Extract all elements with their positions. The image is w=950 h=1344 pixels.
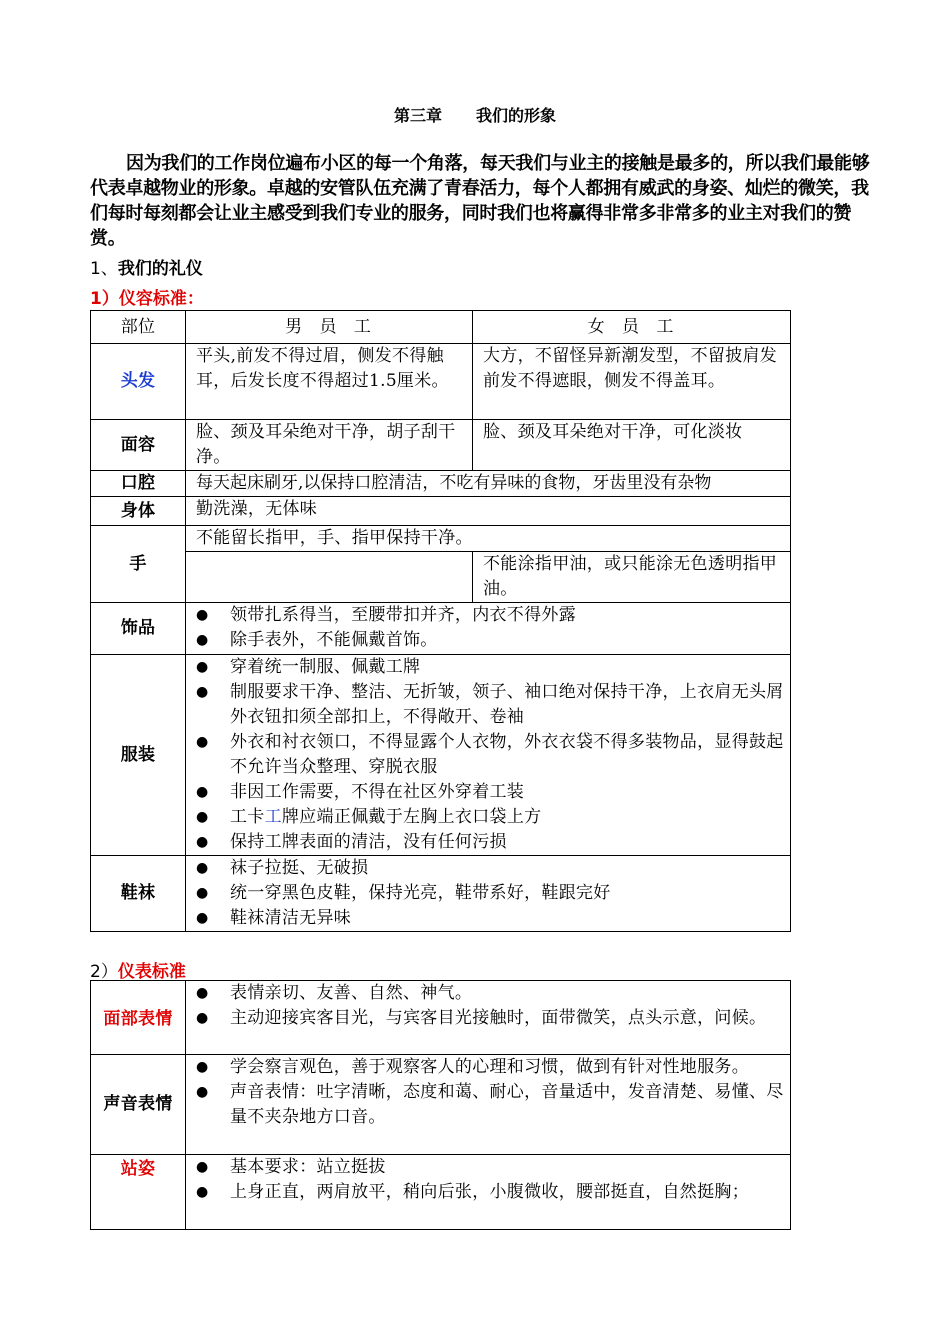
list-item: ● 保持工牌表面的清洁，没有任何污损 <box>196 830 784 855</box>
sub2-text: 仪表标准 <box>117 962 186 982</box>
shoes-cell <box>186 856 791 932</box>
label-face-expression: 面部表情 <box>91 981 186 1055</box>
subheading-grooming: 1）仪容标准： <box>90 289 204 309</box>
subheading-appearance <box>90 957 186 982</box>
grooming-table <box>90 310 791 932</box>
list-item: ● 领带扎系得当，至腰带扣并齐，内衣不得外露 <box>196 603 784 628</box>
standing-cell <box>186 1155 791 1230</box>
list-item: ● 非因工作需要，不得在社区外穿着工装 <box>196 780 784 805</box>
list-item: ● 基本要求：站立挺拔 <box>196 1155 784 1180</box>
list-item-text: 牌应端正佩戴于左胸上衣口袋上方 <box>281 807 542 827</box>
list-item: ● 制服要求干净、整洁、无折皱，领子、袖口绝对保持干净，上衣肩无头屑外衣钮扣须全部扣上，不得敞开、卷袖 <box>196 680 784 730</box>
section-heading-etiquette <box>90 254 203 279</box>
chapter-number: 第三章 <box>393 106 442 125</box>
voice-cell <box>186 1055 791 1155</box>
row-hair <box>91 344 791 420</box>
row-face-expression <box>91 981 791 1055</box>
list-item: ● 表情亲切、友善、自然、神气。 <box>196 981 784 1006</box>
hand-common: 不能留长指甲，手、指甲保持干净。 <box>186 526 791 552</box>
header-part: 部位 <box>91 311 186 344</box>
face-female: 脸、颈及耳朵绝对干净，可化淡妆 <box>473 420 791 471</box>
label-clothing: 服装 <box>91 655 186 856</box>
label-hair: 头发 <box>91 344 186 420</box>
list-item-text-blue: 工 <box>264 807 282 827</box>
appearance-table <box>90 980 791 1230</box>
body-text: 勤洗澡，无体味 <box>186 497 791 526</box>
list-item: ● 袜子拉挺、无破损 <box>196 856 784 881</box>
label-hand: 手 <box>91 526 186 603</box>
list-item: ● 统一穿黑色皮鞋，保持光亮，鞋带系好，鞋跟完好 <box>196 881 784 906</box>
hair-female-line2: 前发不得遮眼，侧发不得盖耳。 <box>483 371 726 391</box>
list-item: ● 外衣和衬衣领口，不得显露个人衣物，外衣衣袋不得多装物品，显得鼓起不允许当众整理、穿脱衣服 <box>196 730 784 780</box>
label-voice: 声音表情 <box>91 1055 186 1155</box>
hair-female <box>473 344 791 420</box>
section-title: 我们的礼仪 <box>117 259 203 279</box>
row-jewelry <box>91 603 791 655</box>
row-standing <box>91 1155 791 1230</box>
mouth-text: 每天起床刷牙,以保持口腔清洁，不吃有异味的食物，牙齿里没有杂物 <box>186 471 791 497</box>
row-hand-common <box>91 526 791 552</box>
list-item <box>196 805 784 830</box>
row-mouth <box>91 471 791 497</box>
intro-paragraph: 因为我们的工作岗位遍布小区的每一个角落，每天我们与业主的接触是最多的，所以我们最能够代表卓越物业的形象。卓越的安管队伍充满了青春活力，每个人都拥有威武的身姿、灿烂的微笑，我们每时每刻都会让业主感受到我们专业的服务，同时我们也将赢得非常多非常多的业主对我们的赞赏。 <box>90 153 870 249</box>
list-item: ● 主动迎接宾客目光，与宾客目光接触时，面带微笑，点头示意，问候。 <box>196 1006 784 1031</box>
row-face <box>91 420 791 471</box>
face-expression-cell <box>186 981 791 1055</box>
header-male: 男 员 工 <box>186 311 473 344</box>
sub2-prefix: 2） <box>90 962 118 982</box>
label-mouth: 口腔 <box>91 471 186 497</box>
row-hand-female <box>91 552 791 603</box>
label-face: 面容 <box>91 420 186 471</box>
list-item: ● 鞋袜清洁无异味 <box>196 906 784 931</box>
hand-female: 不能涂指甲油，或只能涂无色透明指甲油。 <box>473 552 791 603</box>
hair-female-line1: 大方，不留怪异新潮发型，不留披肩发 <box>483 346 778 366</box>
list-item: ● 穿着统一制服、佩戴工牌 <box>196 655 784 680</box>
list-item: ● 除手表外，不能佩戴首饰。 <box>196 628 784 653</box>
list-item-text: 工卡 <box>230 807 265 827</box>
hand-male-empty <box>186 552 473 603</box>
jewelry-cell <box>186 603 791 655</box>
section-number: 1、 <box>90 259 118 279</box>
row-voice <box>91 1055 791 1155</box>
list-item: ● 学会察言观色，善于观察客人的心理和习惯，做到有针对性地服务。 <box>196 1055 784 1080</box>
list-item: ● 声音表情：吐字清晰，态度和蔼、耐心，音量适中，发音清楚、易懂、尽量不夹杂地方口音。 <box>196 1080 784 1130</box>
hair-male: 平头,前发不得过眉，侧发不得触耳，后发长度不得超过1.5厘米。 <box>186 344 473 420</box>
list-item: ● 上身正直，两肩放平，稍向后张，小腹微收，腰部挺直，自然挺胸； <box>196 1180 784 1205</box>
header-female: 女 员 工 <box>473 311 791 344</box>
label-body: 身体 <box>91 497 186 526</box>
row-clothing <box>91 655 791 856</box>
label-standing: 站姿 <box>91 1155 186 1230</box>
label-shoes: 鞋袜 <box>91 856 186 932</box>
clothing-cell <box>186 655 791 856</box>
row-body <box>91 497 791 526</box>
face-male: 脸、颈及耳朵绝对干净，胡子刮干净。 <box>186 420 473 471</box>
chapter-name: 我们的形象 <box>476 106 557 125</box>
table-header-row <box>91 311 791 344</box>
label-jewelry: 饰品 <box>91 603 186 655</box>
row-shoes <box>91 856 791 932</box>
chapter-title <box>0 103 950 126</box>
